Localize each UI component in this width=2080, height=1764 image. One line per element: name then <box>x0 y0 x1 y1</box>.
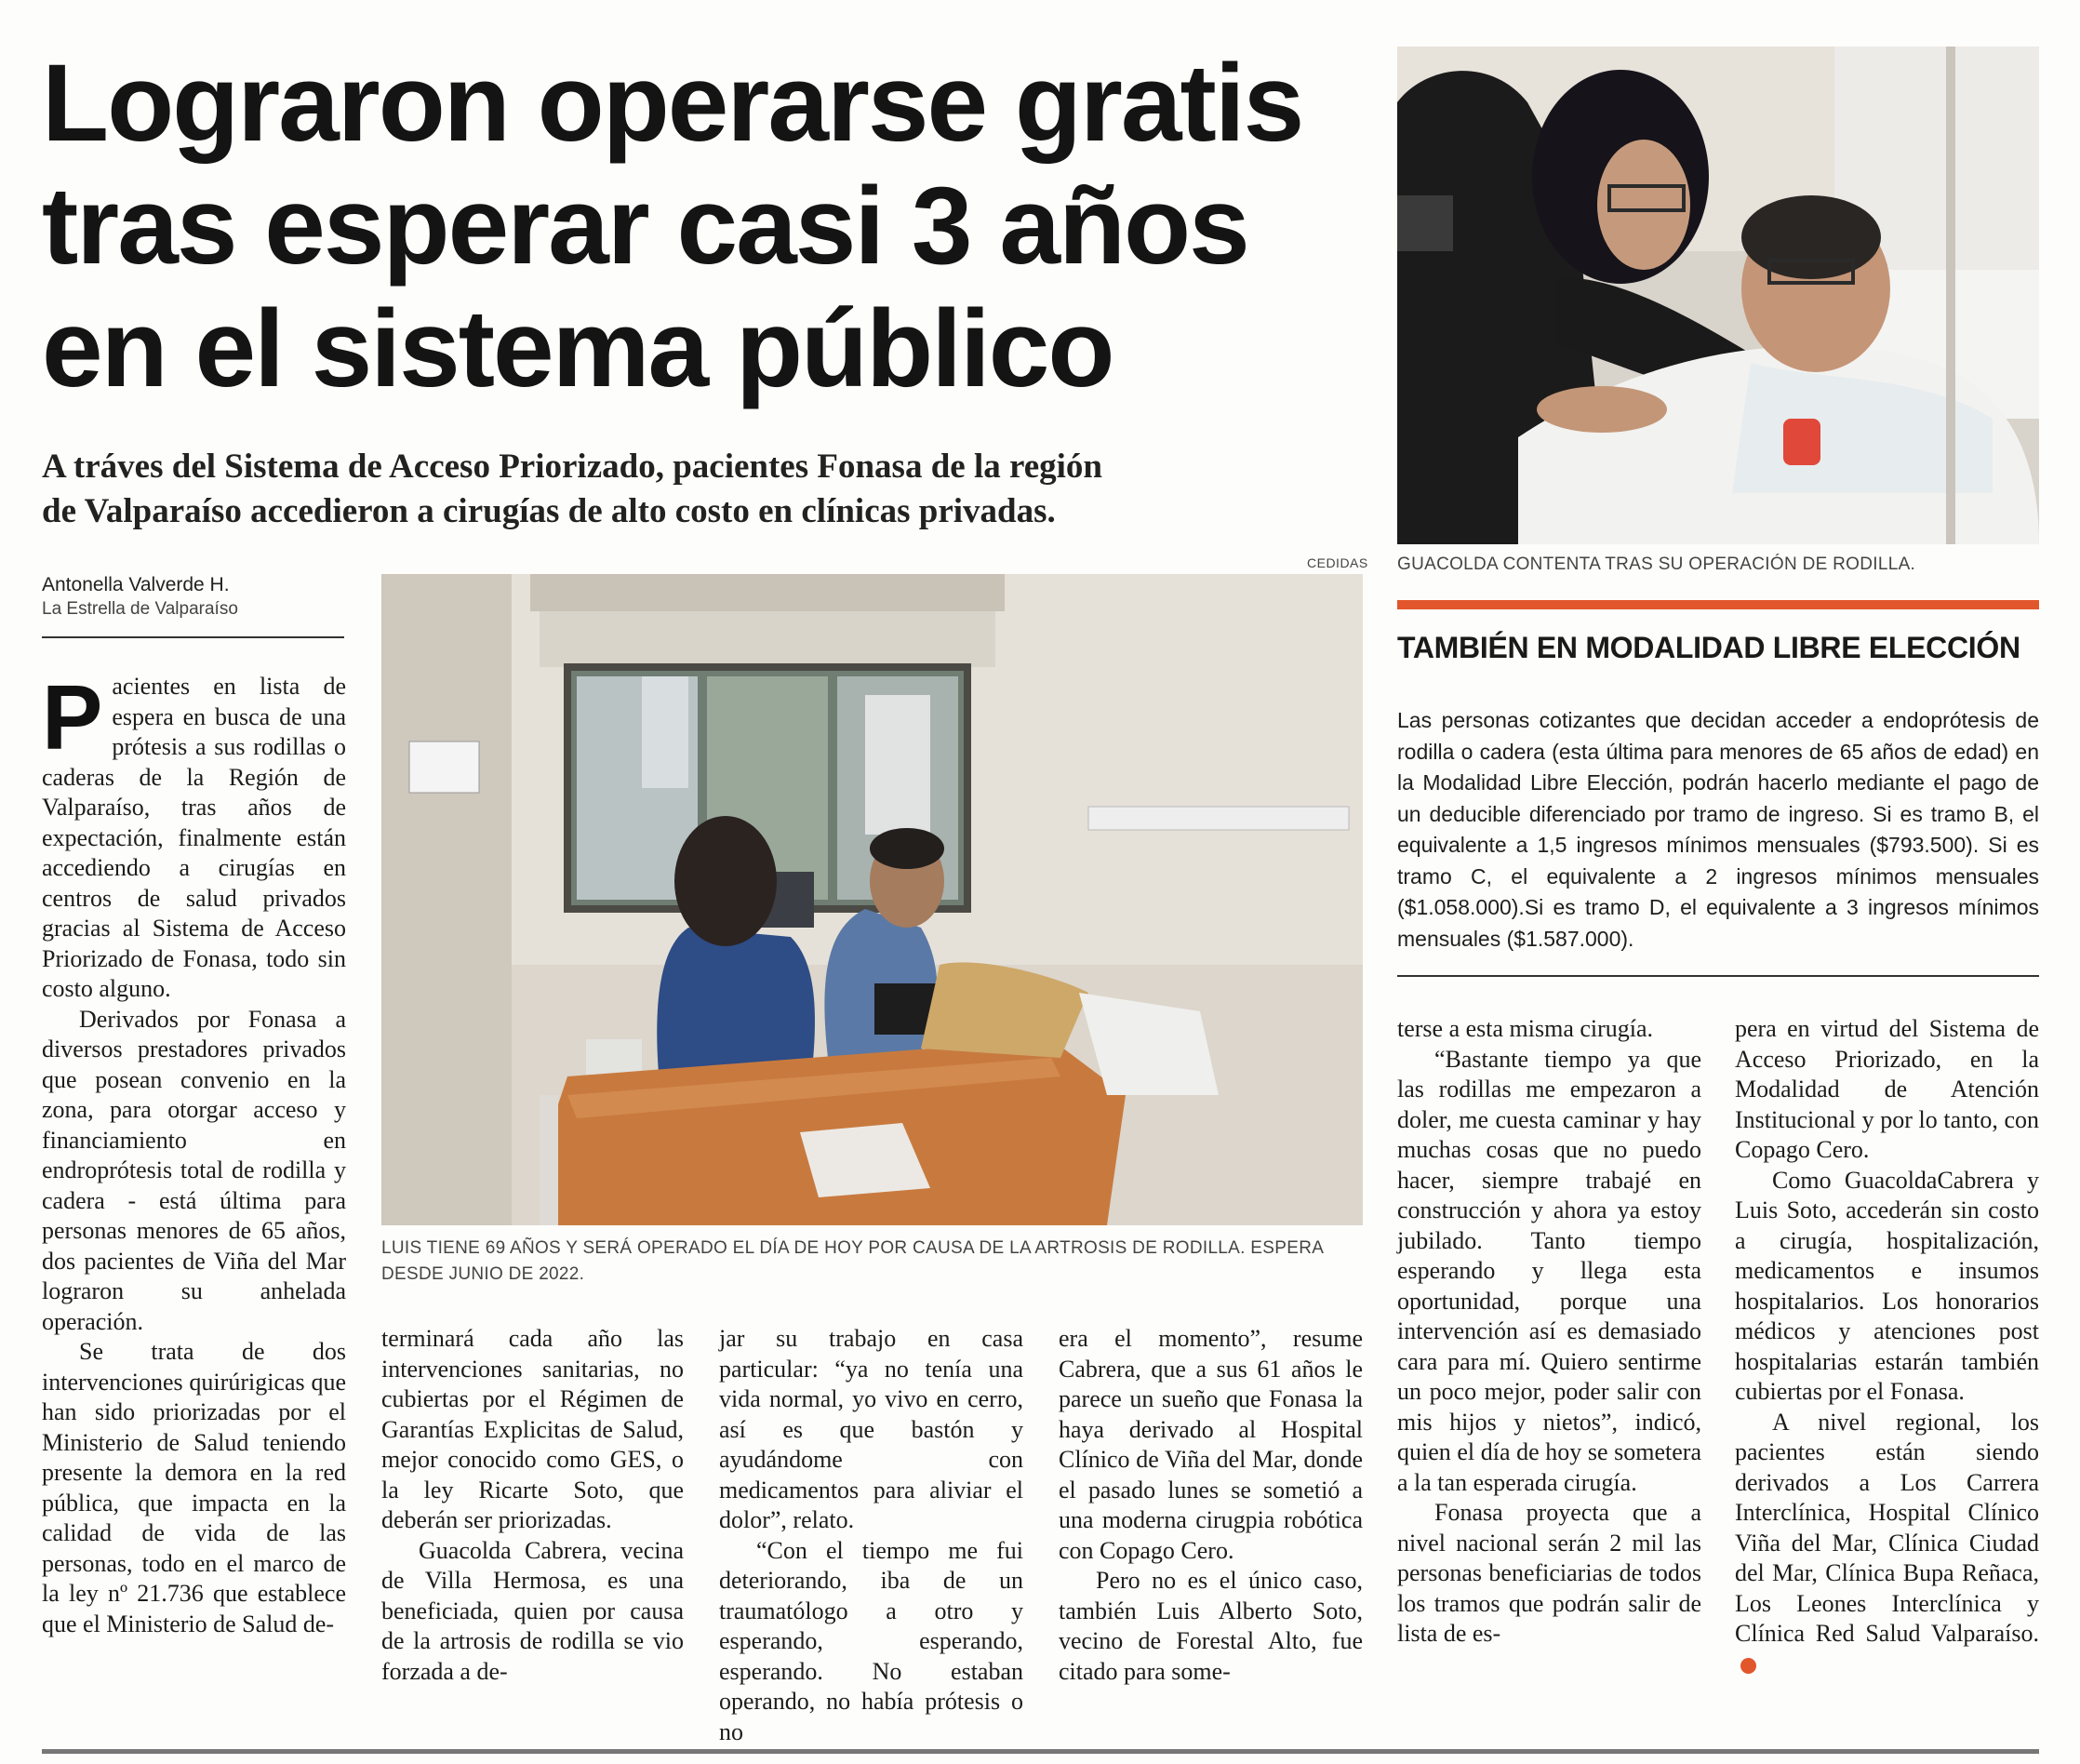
paragraph: A nivel regional, los pacientes están siendo derivados a Los Carrera Interclínica, Hospital Clínico Viña del Mar, Clínica Ciudad del Mar, Clínica Bupa Reñaca, Los Leones Interclínica y Clínica Red Salud Valparaíso. <box>1735 1408 2039 1680</box>
paragraph: era el momento”, resume Cabrera, que a sus 61 años le parece un sueño que Fonasa la haya derivado al Hospital Clínico de Viña del Mar, donde el pasado lunes se sometió a una moderna cirugpia robótica con Copago Cero. <box>1059 1325 1363 1564</box>
main-photo-caption: LUIS TIENE 69 AÑOS Y SERÁ OPERADO EL DÍA DE HOY POR CAUSA DE LA ARTROSIS DE RODILLA. ESPERA DESDE JUNIO DE 2022. <box>381 1238 1324 1284</box>
sidebar-text: Las personas cotizantes que decidan acceder a endoprótesis de rodilla o cadera (esta última para menores de 65 años de edad) en la Modalidad Libre Elección, podrán hacerlo mediante el pago de un deducible diferenciado por tramo de ingreso. Si es tramo B, el equivalente a 1,5 ingresos mínimos mensuales ($793.500). Si es tramo C, el equivalente a 2 ingresos mínimos mensuales ($1.058.000).Si es tramo D, el equivalente a 3 ingresos mínimos mensuales ($1.587.000). <box>1397 708 2039 951</box>
paragraph: “Bastante tiempo ya que las rodillas me empezaron a doler, me cuesta caminar y hay muchas cosas que no puedo hacer, siempre trabajé en construcción y ahora ya estoy jubilado. Tanto tiempo esperando y llega esta oportunidad, porque una intervención así es demasiado cara para mí. Quiero sentirme un poco mejor, poder salir con mis hijos y nietos”, indicó, quien el día de hoy se sometera a la tan esperada cirugía. <box>1397 1045 1701 1496</box>
headline-line-3: en el sistema público <box>42 287 1113 410</box>
hospital-room-photo <box>381 574 1363 1225</box>
sidebar-accent-bar <box>1397 600 2039 609</box>
headline-line-2: tras esperar casi 3 años <box>42 165 1248 287</box>
subtitle <box>42 445 1279 534</box>
paragraph: Se trata de dos intervenciones quirúrigicas que han sido priorizadas por el Ministerio de Salud teniendo presente la demora en la red pública, que impacta en la calidad de vida de las personas, todo en el marco de la ley nº 21.736 que establece que el Ministerio de Salud de- <box>42 1338 346 1637</box>
paragraph: pera en virtud del Sistema de Acceso Priorizado, en la Modalidad de Atención Institucional y por lo tanto, con Copago Cero. <box>1735 1015 2039 1163</box>
paragraph: Pero no es el único caso, también Luis Alberto Soto, vecino de Forestal Alto, fue citado para some- <box>1059 1567 1363 1685</box>
subtitle-line-2: de Valparaíso accedieron a cirugías de alto costo en clínicas privadas. <box>42 492 1056 530</box>
article-column-5 <box>1397 1014 1701 1650</box>
paragraph: terminará cada año las intervenciones sanitarias, no cubiertas por el Régimen de Garantías Explicitas de Salud, mejor conocido como GES, o la ley Ricarte Soto, que deberán ser priorizadas. <box>381 1325 684 1533</box>
page-bottom-rule <box>42 1749 2039 1754</box>
side-photo-caption: GUACOLDA CONTENTA TRAS SU OPERACIÓN DE RODILLA. <box>1397 555 1916 574</box>
drop-cap: P <box>42 666 103 768</box>
side-photo <box>1397 47 2039 544</box>
article-column-6 <box>1735 1014 2039 1679</box>
paragraph: jar su trabajo en casa particular: “ya no tenía una vida normal, yo vivo en cerro, así es que bastón y ayudándome con medicamentos para aliviar el dolor”, relato. <box>719 1325 1023 1533</box>
patient-bed-photo <box>1397 47 2039 544</box>
paragraph: Guacolda Cabrera, vecina de Villa Hermosa, es una beneficiada, quien por causa de la artrosis de rodilla se vio forzada a de- <box>381 1536 684 1685</box>
article-column-3 <box>719 1324 1023 1747</box>
headline-line-1: Lograron operarse gratis <box>42 42 1303 165</box>
headline <box>42 42 1381 410</box>
sidebar-divider <box>1397 975 2039 977</box>
author-divider <box>42 636 344 638</box>
main-photo <box>381 574 1363 1225</box>
photo-credit: CEDIDAS <box>1307 555 1368 570</box>
sidebar-title: TAMBIÉN EN MODALIDAD LIBRE ELECCIÓN <box>1397 631 2020 664</box>
article-column-2 <box>381 1324 684 1687</box>
paragraph: terse a esta misma cirugía. <box>1397 1015 1654 1042</box>
paragraph: “Con el tiempo me fui deteriorando, iba de un traumatólogo a otro y esperando, esperando, esperando. No estaban operando, no había prótesis o no <box>719 1536 1023 1745</box>
paragraph: Pacientes en lista de espera en busca de una prótesis a sus rodillas o caderas de la Región de Valparaíso, tras años de expectación, finalmente están accediendo a cirugías en centros de salud privados gracias al Sistema de Acceso Priorizado de Fonasa, todo sin costo alguno. <box>42 666 346 1002</box>
paragraph: Derivados por Fonasa a diversos prestadores privados que posean convenio en la zona, para otorgar acceso y financiamiento en endroprótesis total de rodilla y cadera - está última para personas menores de 65 años, dos pacientes de Viña del Mar lograron su anhelada operación. <box>42 1005 346 1335</box>
end-of-article-icon <box>1740 1658 1756 1674</box>
article-column-1 <box>42 666 346 1639</box>
article-column-4 <box>1059 1324 1363 1687</box>
subtitle-line-1: A tráves del Sistema de Acceso Priorizado, pacientes Fonasa de la región <box>42 448 1103 486</box>
author-name: Antonella Valverde H. <box>42 574 230 595</box>
outlet-name: La Estrella de Valparaíso <box>42 599 238 619</box>
paragraph: Como GuacoldaCabrera y Luis Soto, accederán sin costo a cirugía, hospitalización, medicamentos e insumos hospitalarios. Los honorarios médicos y atenciones post hospitalarias estarán también cubiertas por el Fonasa. <box>1735 1166 2039 1405</box>
paragraph: Fonasa proyecta que a nivel nacional serán 2 mil las personas beneficiarias de todos los tramos que podrán salir de lista de es- <box>1397 1499 1701 1647</box>
